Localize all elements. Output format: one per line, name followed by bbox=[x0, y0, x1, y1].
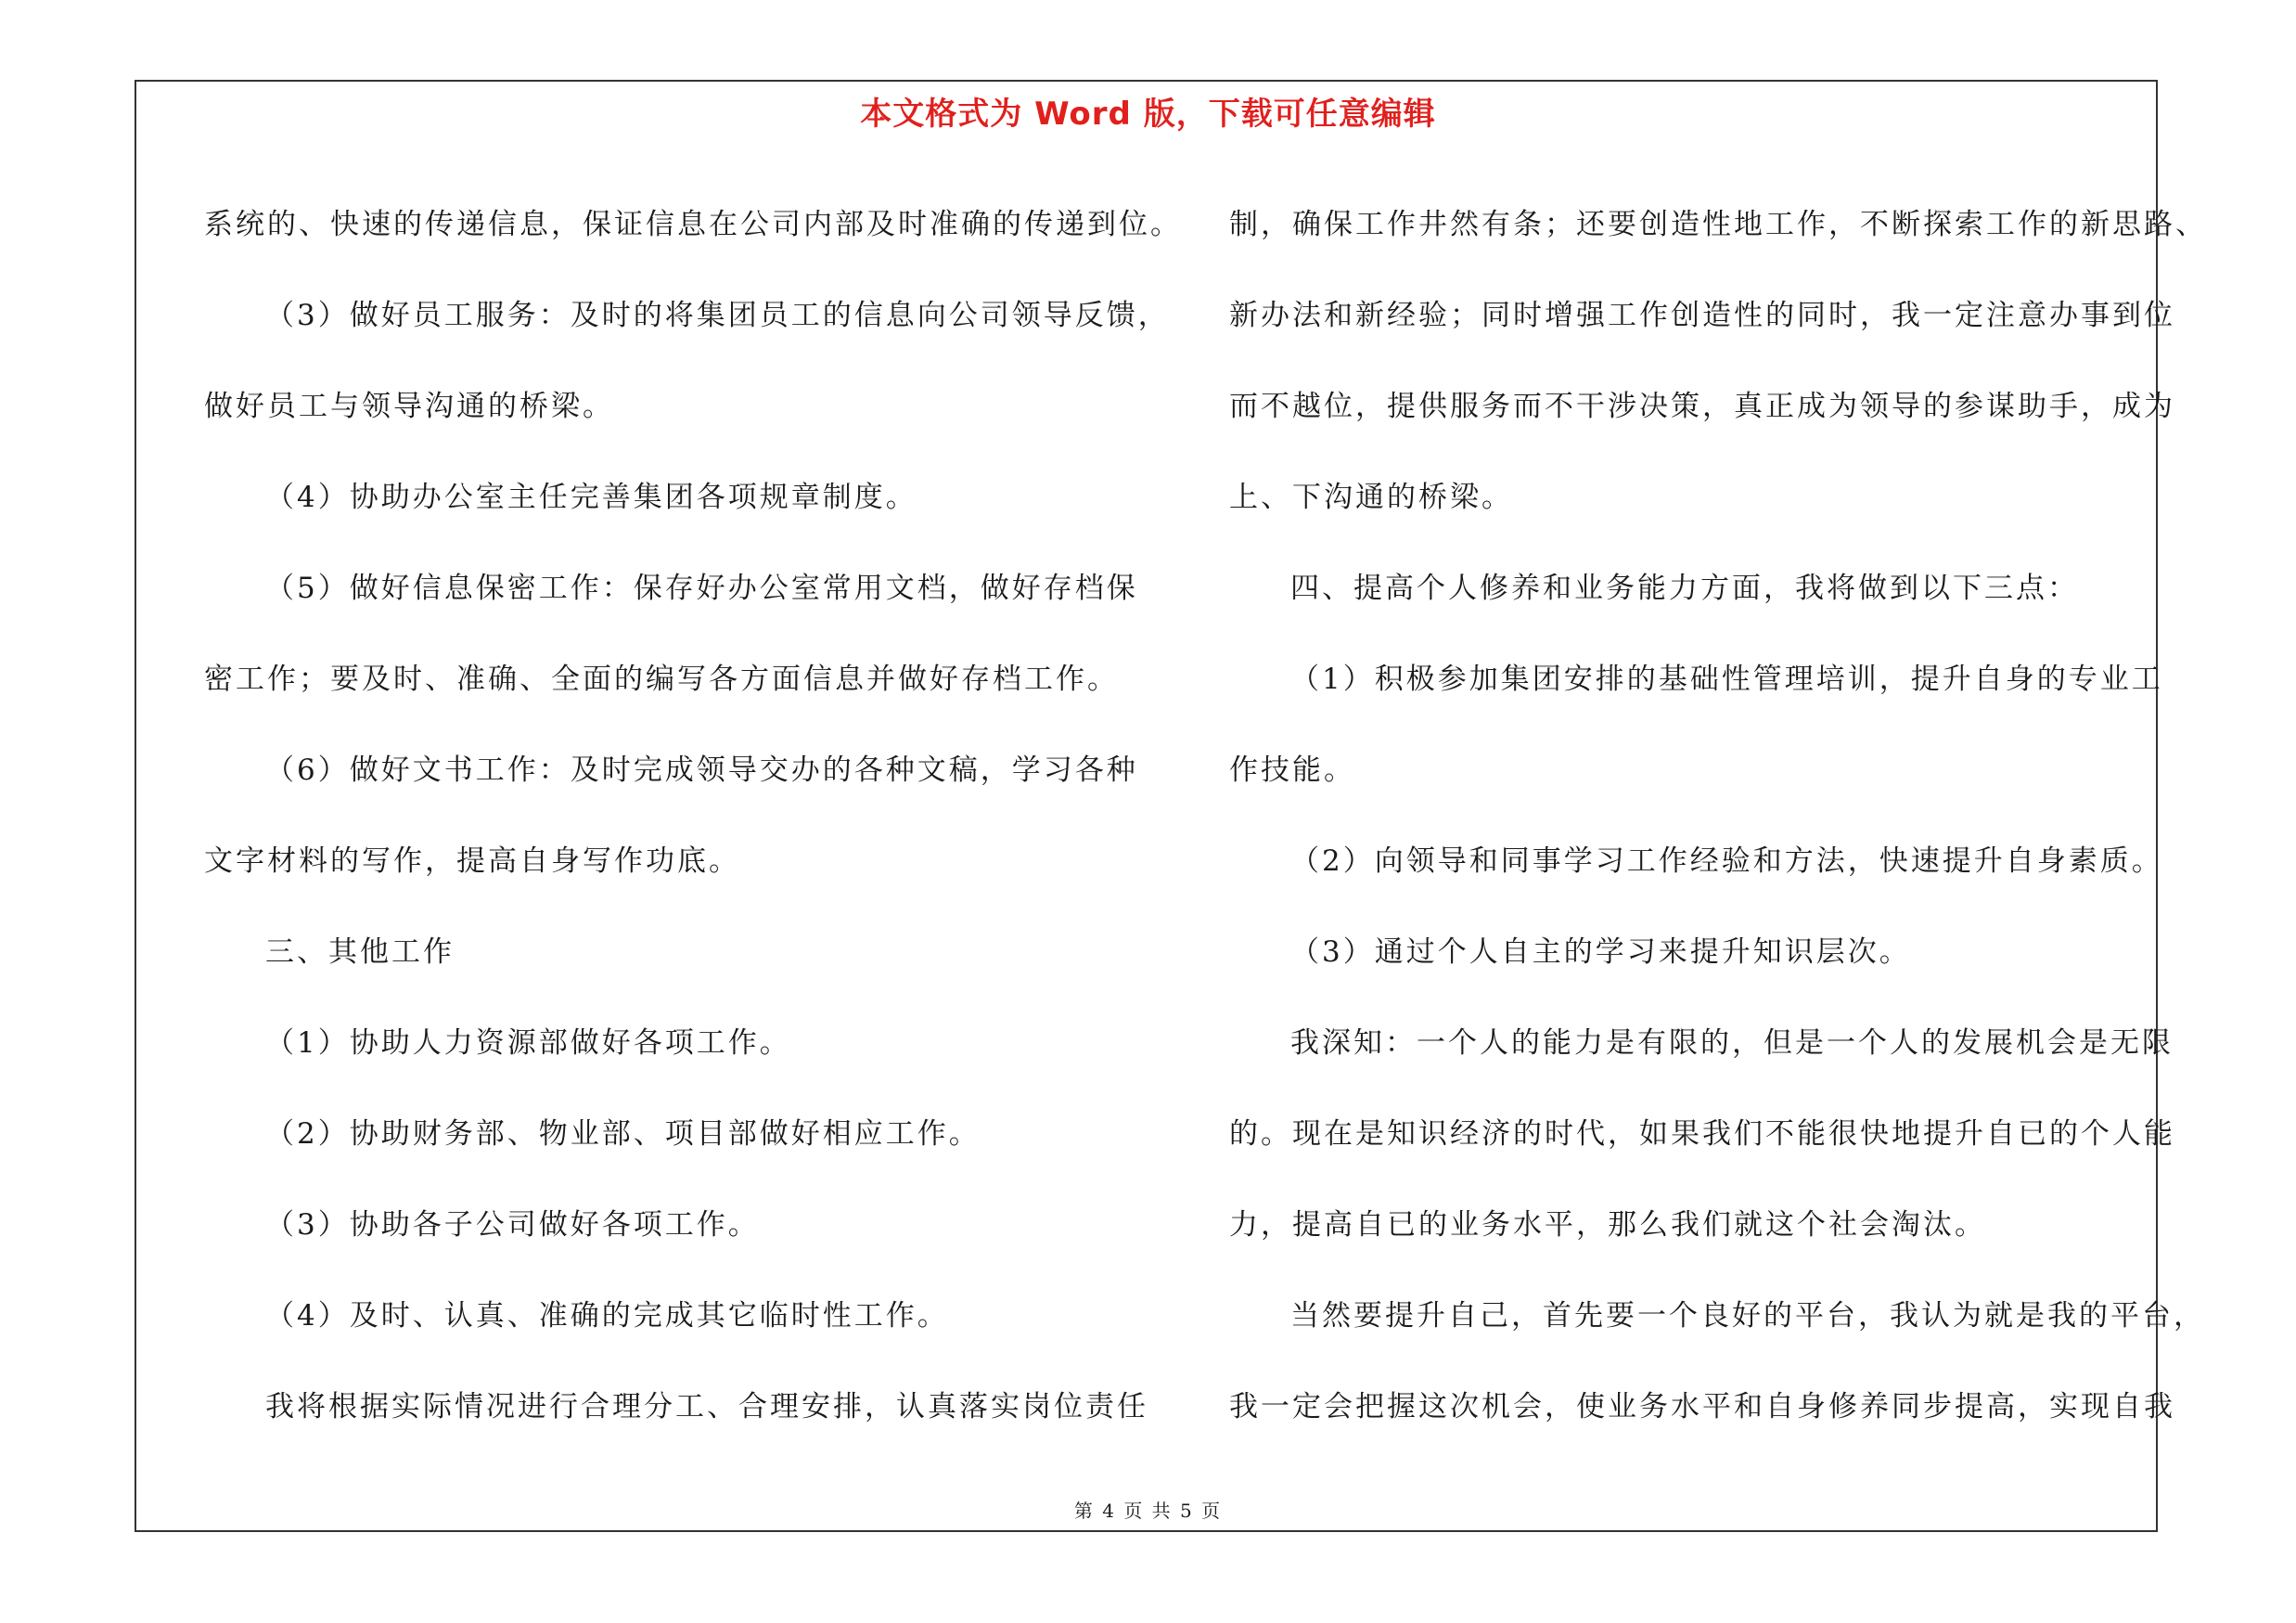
right-column-line: 制，确保工作井然有条；还要创造性地工作，不断探索工作的新思路、 bbox=[1229, 208, 2207, 241]
right-column-line: 新办法和新经验；同时增强工作创造性的同时，我一定注意办事到位 bbox=[1229, 299, 2175, 332]
left-column bbox=[204, 179, 1182, 1452]
right-column-line: （1）积极参加集团安排的基础性管理培训，提升自身的专业工 bbox=[1290, 663, 2163, 696]
left-column-line: 文字材料的写作，提高自身写作功底。 bbox=[204, 844, 740, 878]
right-column-line: 的。现在是知识经济的时代，如果我们不能很快地提升自已的个人能 bbox=[1229, 1117, 2175, 1151]
right-column-line: （2）向领导和同事学习工作经验和方法，快速提升自身素质。 bbox=[1290, 844, 2163, 878]
right-column-line: 上、下沟通的桥梁。 bbox=[1229, 481, 1513, 514]
left-column-line: （1）协助人力资源部做好各项工作。 bbox=[265, 1026, 791, 1060]
left-column-line: （3）做好员工服务：及时的将集团员工的信息向公司领导反馈， bbox=[265, 299, 1170, 332]
right-column-line: 四、提高个人修养和业务能力方面，我将做到以下三点： bbox=[1290, 572, 2079, 605]
left-column-line: （4）及时、认真、准确的完成其它临时性工作。 bbox=[265, 1299, 949, 1333]
page-number-footer: 第 4 页 共 5 页 bbox=[1073, 1500, 1223, 1522]
left-column-line: （2）协助财务部、物业部、项目部做好相应工作。 bbox=[265, 1117, 981, 1151]
left-column-line: （4）协助办公室主任完善集团各项规章制度。 bbox=[265, 481, 917, 514]
right-column-line: 力，提高自已的业务水平，那么我们就这个社会淘汰。 bbox=[1229, 1208, 1986, 1242]
right-column-line: 我一定会把握这次机会，使业务水平和自身修养同步提高，实现自我 bbox=[1229, 1390, 2175, 1423]
right-column-line: 当然要提升自己，首先要一个良好的平台，我认为就是我的平台， bbox=[1290, 1299, 2205, 1333]
document-header: 本文格式为 Word 版，下载可任意编辑 bbox=[860, 96, 1436, 133]
left-column-line: 三、其他工作 bbox=[265, 935, 455, 969]
left-column-line: （6）做好文书工作：及时完成领导交办的各种文稿，学习各种 bbox=[265, 754, 1138, 787]
left-column-line: （5）做好信息保密工作：保存好办公室常用文档，做好存档保 bbox=[265, 572, 1138, 605]
left-column-line: 密工作；要及时、准确、全面的编写各方面信息并做好存档工作。 bbox=[204, 663, 1119, 696]
right-column bbox=[1229, 179, 2207, 1452]
left-column-line: 我将根据实际情况进行合理分工、合理安排，认真落实岗位责任 bbox=[265, 1390, 1148, 1423]
right-column-line: （3）通过个人自主的学习来提升知识层次。 bbox=[1290, 935, 1911, 969]
left-column-line: （3）协助各子公司做好各项工作。 bbox=[265, 1208, 760, 1242]
right-column-line: 而不越位，提供服务而不干涉决策，真正成为领导的参谋助手，成为 bbox=[1229, 390, 2175, 423]
right-column-line: 作技能。 bbox=[1229, 754, 1355, 787]
left-column-line: 做好员工与领导沟通的桥梁。 bbox=[204, 390, 614, 423]
right-column-line: 我深知：一个人的能力是有限的，但是一个人的发展机会是无限 bbox=[1290, 1026, 2174, 1060]
left-column-line: 系统的、快速的传递信息，保证信息在公司内部及时准确的传递到位。 bbox=[204, 208, 1182, 241]
